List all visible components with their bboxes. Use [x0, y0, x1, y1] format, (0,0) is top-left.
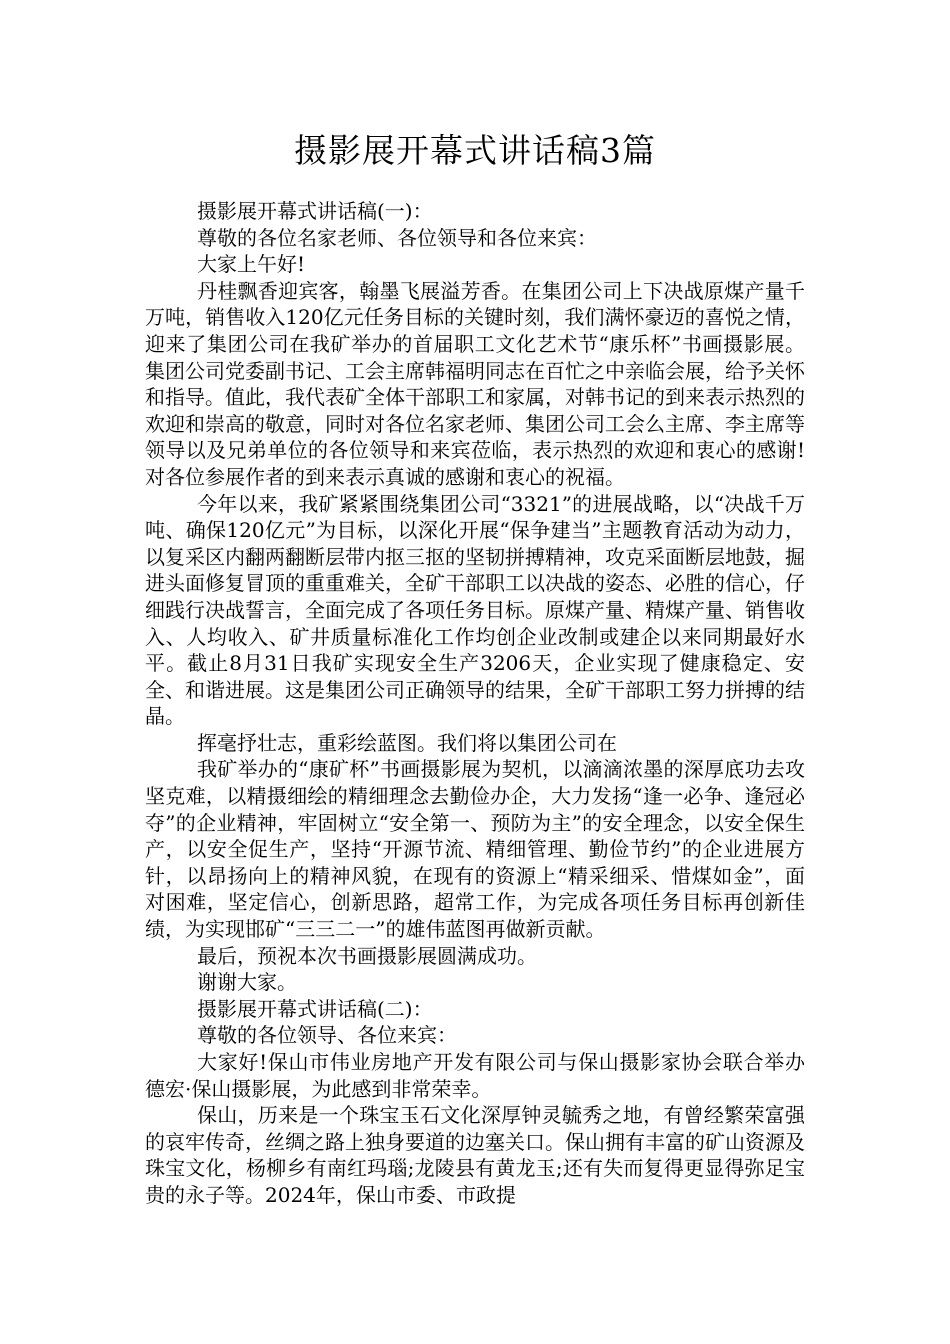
paragraph-speech-two-heading: 摄影展开幕式讲话稿(二)： — [197, 996, 433, 1021]
paragraph-achievements: 今年以来，我矿紧紧围绕集团公司“3321”的进展战略，以“决战千万吨、确保120亿元”为目标，以深化开展“保争建当”主题教育活动为动力，以复采区内翻两翻断层带内抠三抠的坚韧拼搏精神，攻克采面断层地鼓，掘进头面修复冒顶的重重难关，全矿干部职工以决战的姿态、必胜的信心，仔细践行决战誓言，全面完成了各项任务目标。原煤产量、精煤产量、销售收入、人均收入、矿井质量标准化工作均创企业改制或建企以来同期最好水平。截止8月31日我矿实现安全生产3206天，企业实现了健康稳定、安全、和谐进展。这是集团公司正确领导的结果，全矿干部职工努力拼搏的结晶。 — [145, 491, 805, 729]
paragraph-blueprint: 我矿举办的“康矿杯”书画摄影展为契机，以滴滴浓墨的深厚底功去攻坚克难，以精摄细绘的精细理念去勤俭办企，大力发扬“逢一必争、逢冠必夺”的企业精神，牢固树立“安全第一、预防为主”的安全理念，以安全保生产，以安全促生产，坚持“开源节流、精细管理、勤俭节约”的企业进展方针，以昂扬向上的精神风貌，在现有的资源上“精采细采、惜煤如金”，面对困难，坚定信心，创新思路，超常工作，为完成各项任务目标再创新佳绩，为实现邯矿“三三二一”的雄伟蓝图再做新贡献。 — [145, 757, 805, 942]
paragraph-welcome: 丹桂飘香迎宾客，翰墨飞展溢芳香。在集团公司上下决战原煤产量千万吨，销售收入120亿元任务目标的关键时刻，我们满怀豪迈的喜悦之情，迎来了集团公司在我矿举办的首届职工文化艺术节“康乐杯”书画摄影展。集团公司党委副书记、工会主席韩福明同志在百忙之中亲临会展，给予关怀和指导。值此，我代表矿全体干部职工和家属，对韩书记的到来表示热烈的欢迎和崇高的敬意，同时对各位名家老师、集团公司工会么主席、李主席等领导以及兄弟单位的各位领导和来宾莅临，表示热烈的欢迎和衷心的感谢!对各位参展作者的到来表示真诚的感谢和衷心的祝福。 — [145, 278, 805, 489]
paragraph-greeting-one: 大家上午好! — [197, 252, 306, 277]
paragraph-blueprint-intro: 挥毫抒壮志，重彩绘蓝图。我们将以集团公司在 — [197, 730, 617, 755]
document-body — [145, 198, 805, 1209]
paragraph-thanks: 谢谢大家。 — [197, 970, 297, 995]
document-title: 摄影展开幕式讲话稿3篇 — [294, 131, 656, 170]
paragraph-salutation-two: 尊敬的各位领导、各位来宾： — [197, 1023, 457, 1048]
paragraph-baoshan: 保山，历来是一个珠宝玉石文化深厚钟灵毓秀之地，有曾经繁荣富强的哀牢传奇，丝绸之路上独身要道的边塞关口。保山拥有丰富的矿山资源及珠宝文化，杨柳乡有南红玛瑙;龙陵县有黄龙玉;还有失而复得更显得弥足宝贵的永子等。2024年，保山市委、市政提 — [145, 1103, 805, 1207]
paragraph-salutation-one: 尊敬的各位名家老师、各位领导和各位来宾： — [197, 225, 597, 250]
paragraph-speech-one-heading: 摄影展开幕式讲话稿(一)： — [197, 199, 433, 223]
paragraph-greeting-two: 大家好!保山市伟业房地产开发有限公司与保山摄影家协会联合举办德宏·保山摄影展，为此感到非常荣幸。 — [145, 1050, 805, 1101]
paragraph-closing-wish: 最后，预祝本次书画摄影展圆满成功。 — [197, 943, 537, 968]
